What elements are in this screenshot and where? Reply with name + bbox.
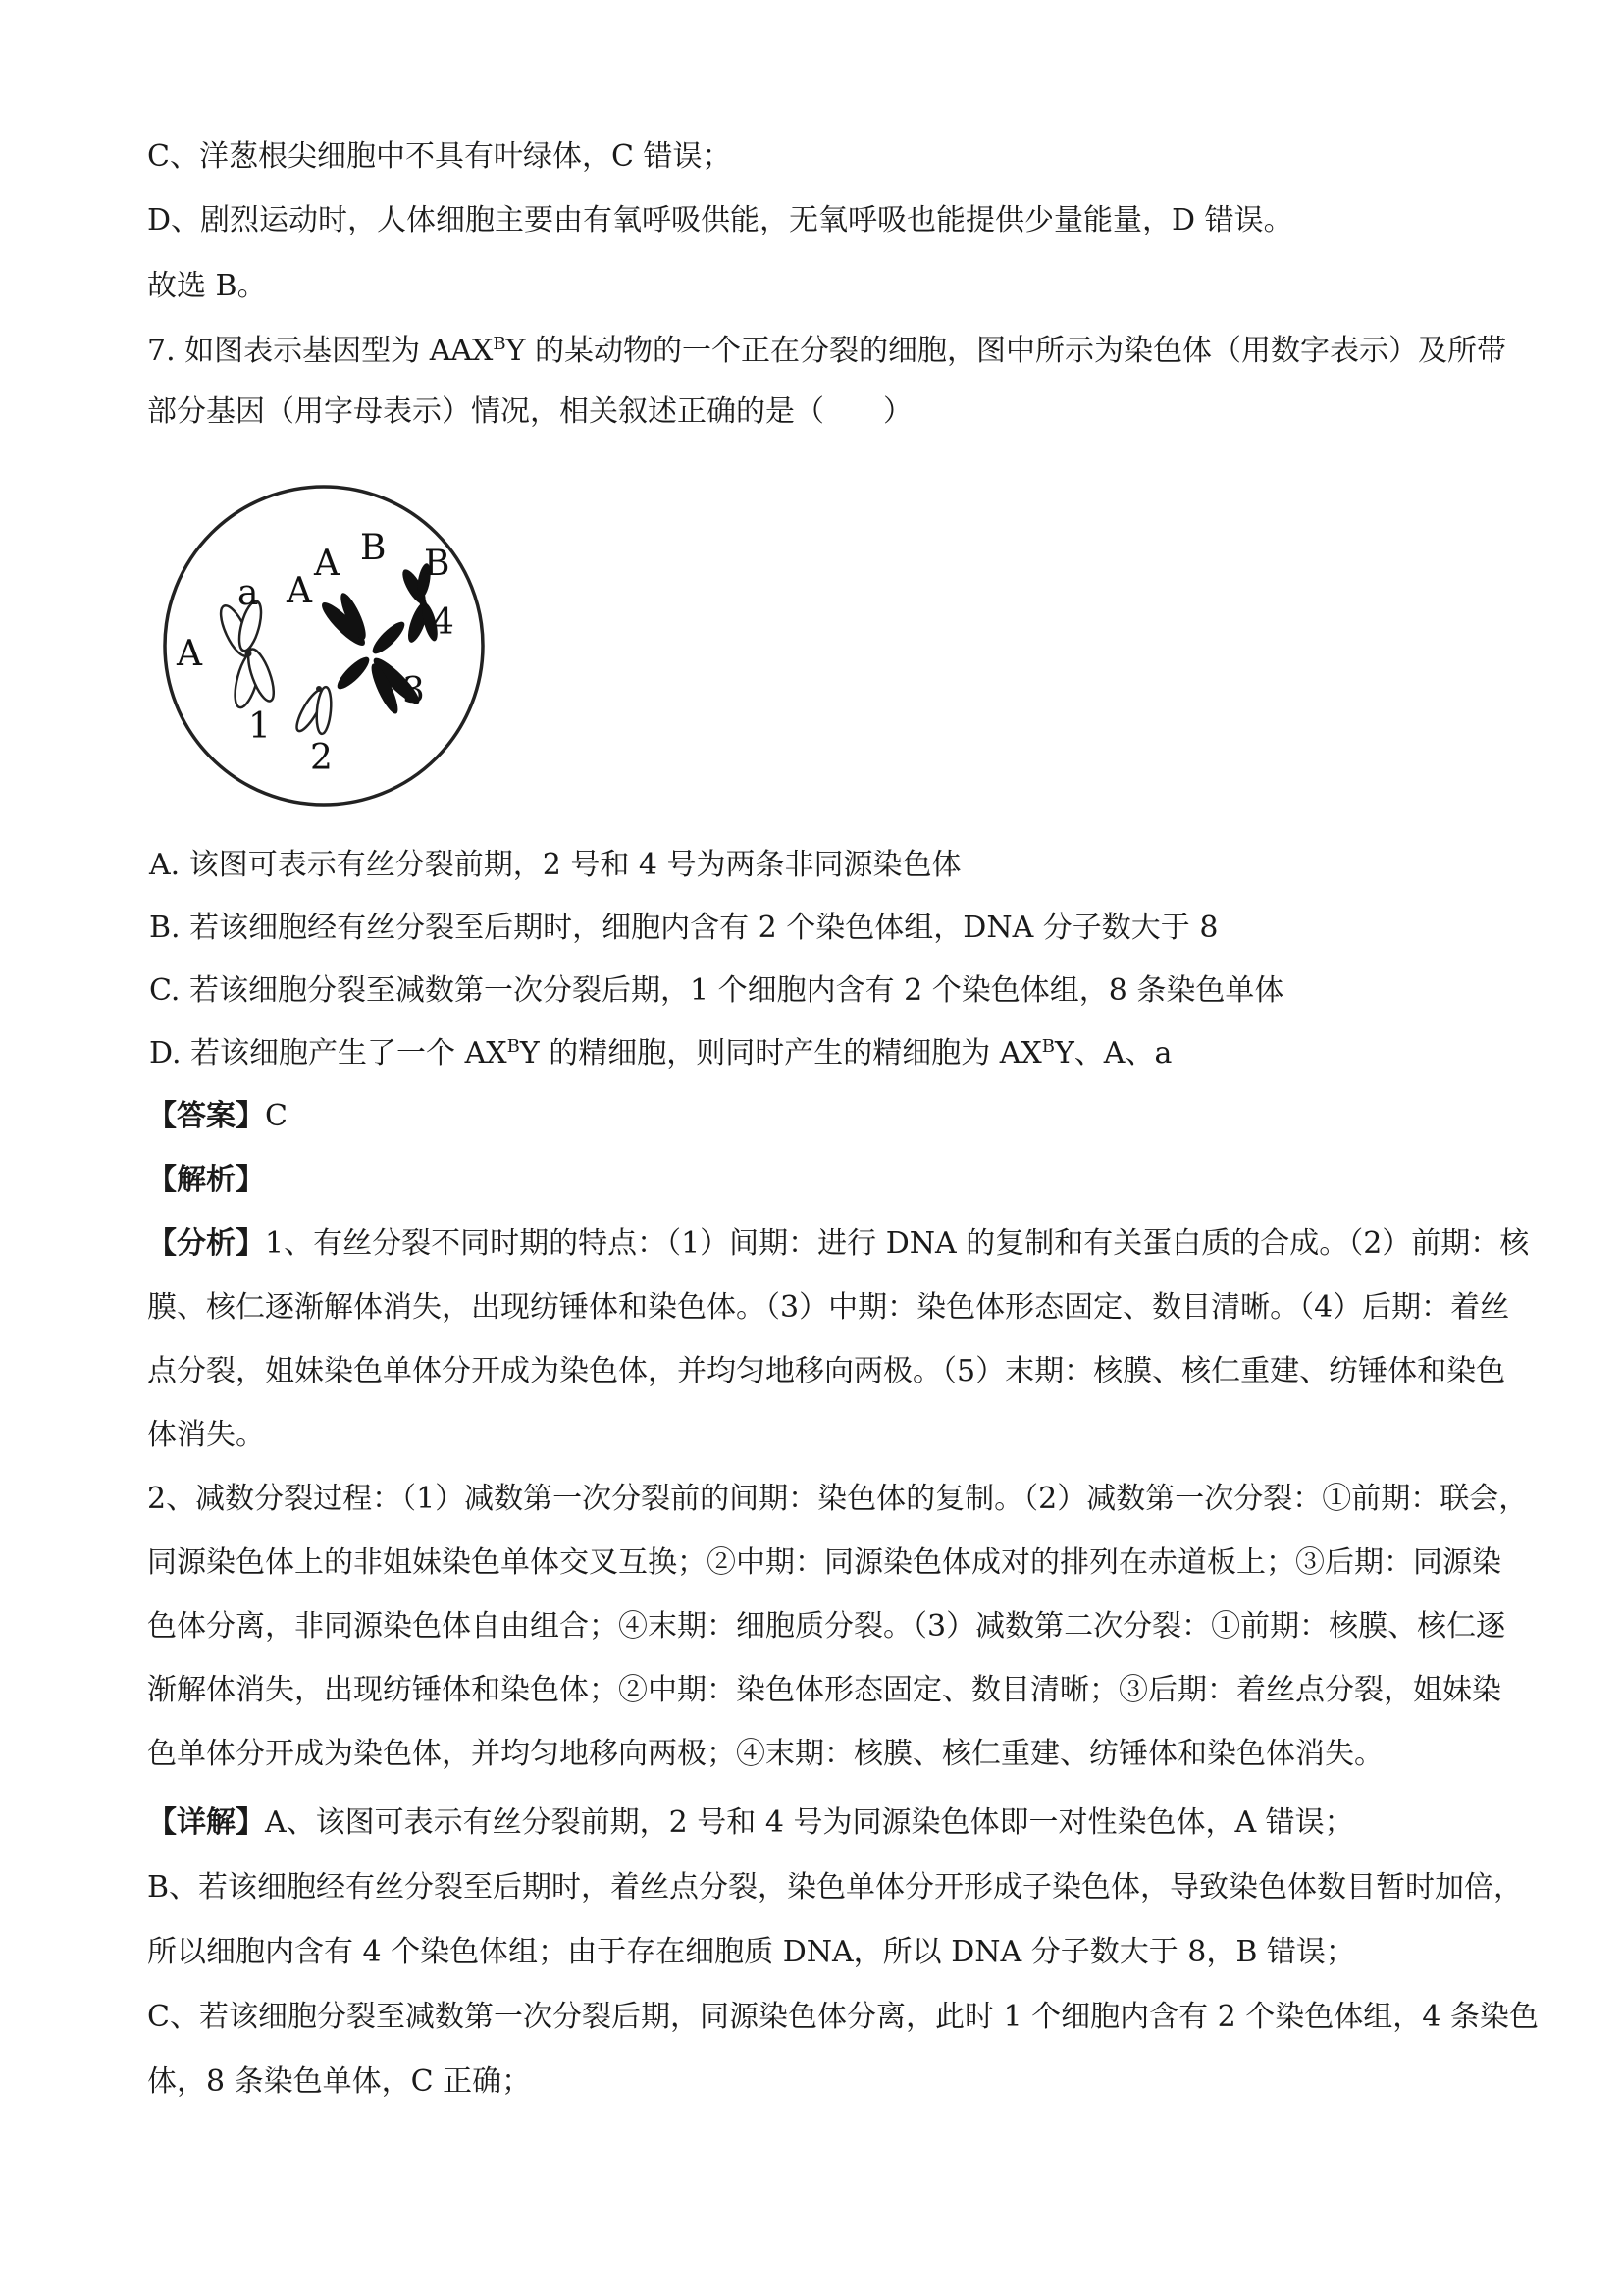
option-d <box>149 1034 1493 1073</box>
analysis-line-2: 膜、核仁逐渐解体消失，出现纺锤体和染色体。（3）中期：染色体形态固定、数目清晰。（4）后期：着丝 <box>147 1290 1510 1325</box>
meiosis-line-1: 2、减数分裂过程：（1）减数第一次分裂前的间期：染色体的复制。（2）减数第一次分裂：①前期：联会， <box>147 1482 1529 1516</box>
label-gene-A-left: A <box>177 634 202 674</box>
detail-line-c1: C、若该细胞分裂至减数第一次分裂后期，同源染色体分离，此时 1 个细胞内含有 2 个染色体组，4 条染色 <box>147 2000 1539 2034</box>
label-gene-a: a <box>237 573 259 613</box>
answer-label: 【答案】 <box>147 1099 265 1133</box>
detail-line-a <box>147 1803 1492 1843</box>
detail-label: 【详解】 <box>147 1805 265 1840</box>
question-stem-line1 <box>147 332 1506 371</box>
option-d-pre: D. 若该细胞产生了一个 AX <box>149 1036 507 1070</box>
label-gene-B2: B <box>424 544 450 584</box>
cell-diagram <box>157 479 491 812</box>
option-a: A. 该图可表示有丝分裂前期，2 号和 4 号为两条非同源染色体 <box>149 848 962 882</box>
label-gene-B1: B <box>360 528 387 568</box>
analysis-label: 【解析】 <box>147 1163 265 1197</box>
question-stem-sup: B <box>493 334 506 354</box>
option-b: B. 若该细胞经有丝分裂至后期时，细胞内含有 2 个染色体组，DNA 分子数大于 8 <box>149 911 1219 945</box>
prev-answer-c: C、洋葱根尖细胞中不具有叶绿体，C 错误； <box>147 139 732 174</box>
chromosome-2 <box>292 686 333 735</box>
answer-value: C <box>265 1099 288 1133</box>
analysis-text-1: 1、有丝分裂不同时期的特点：（1）间期：进行 DNA 的复制和有关蛋白质的合成。（2）前期：核 <box>265 1226 1530 1261</box>
detail-line-b2: 所以细胞内含有 4 个染色体组；由于存在细胞质 DNA，所以 DNA 分子数大于 8，B 错误； <box>147 1935 1355 1969</box>
label-chromosome-4: 4 <box>432 602 454 643</box>
chromosome-1 <box>215 600 279 710</box>
option-c: C. 若该细胞分裂至减数第一次分裂后期，1 个细胞内含有 2 个染色体组，8 条染色单体 <box>149 973 1284 1008</box>
label-gene-A1: A <box>287 571 312 611</box>
prev-answer-d: D、剧烈运动时，人体细胞主要由有氧呼吸供能，无氧呼吸也能提供少量能量，D 错误。 <box>147 203 1293 237</box>
meiosis-line-3: 色体分离，非同源染色体自由组合；④末期：细胞质分裂。（3）减数第二次分裂：①前期：核膜、核仁逐 <box>147 1609 1506 1644</box>
label-chromosome-3: 3 <box>402 671 425 711</box>
detail-text-a: A、该图可表示有丝分裂前期，2 号和 4 号为同源染色体即一对性染色体，A 错误； <box>265 1805 1354 1840</box>
question-stem-line2: 部分基因（用字母表示）情况，相关叙述正确的是（ ） <box>147 394 913 429</box>
label-chromosome-1: 1 <box>248 706 271 747</box>
meiosis-line-4: 渐解体消失，出现纺锤体和染色体；②中期：染色体形态固定、数目清晰；③后期：着丝点分裂，姐妹染 <box>147 1673 1501 1707</box>
analysis-line-3: 点分裂，姐妹染色单体分开成为染色体，并均匀地移向两极。（5）末期：核膜、核仁重建、纺锤体和染色 <box>147 1354 1506 1388</box>
option-d-sup1: B <box>506 1036 520 1057</box>
detail-line-b1: B、若该细胞经有丝分裂至后期时，着丝点分裂，染色单体分开形成子染色体，导致染色体数目暂时加倍， <box>147 1870 1524 1905</box>
option-d-mid: Y 的精细胞，则同时产生的精细胞为 AX <box>519 1036 1042 1070</box>
detail-line-c2: 体，8 条染色单体，C 正确； <box>147 2064 532 2099</box>
meiosis-line-2: 同源染色体上的非姐妹染色单体交叉互换；②中期：同源染色体成对的排列在赤道板上；③后期：同源染 <box>147 1545 1501 1580</box>
option-d-sup2: B <box>1041 1036 1055 1057</box>
analysis-heading <box>147 1161 1492 1200</box>
analysis-line-4: 体消失。 <box>147 1418 265 1452</box>
question-stem-pre: 7. 如图表示基因型为 AAX <box>147 334 494 368</box>
option-d-post: Y、A、a <box>1055 1036 1173 1070</box>
fenxi-label: 【分析】 <box>147 1226 265 1261</box>
label-gene-A2: A <box>314 544 340 584</box>
analysis-line-1 <box>147 1225 1530 1264</box>
label-chromosome-2: 2 <box>310 738 333 778</box>
meiosis-line-5: 色单体分开成为染色体，并均匀地移向两极；④末期：核膜、核仁重建、纺锤体和染色体消失。 <box>147 1737 1384 1771</box>
answer-line <box>147 1097 1492 1136</box>
cell-division-figure <box>157 479 491 812</box>
prev-answer-choice: 故选 B。 <box>147 269 267 303</box>
question-stem-post: Y 的某动物的一个正在分裂的细胞，图中所示为染色体（用数字表示）及所带 <box>505 334 1506 368</box>
